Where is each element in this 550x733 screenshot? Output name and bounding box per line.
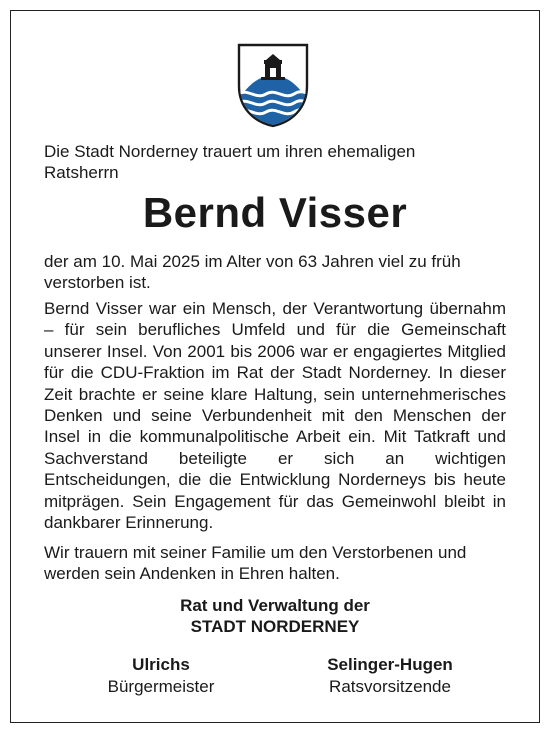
signature-mayor [36, 654, 286, 698]
signature-name: Ulrichs [132, 655, 190, 674]
council-line-1: Rat und Verwaltung der [180, 596, 370, 615]
mourning-paragraph: Wir trauern mit seiner Familie um den Verstorbenen und werden sein Andenken in Ehren halten. [44, 543, 467, 584]
intro-line-2: Ratsherrn [44, 163, 119, 182]
intro-line-1: Die Stadt Norderney trauert um ihren ehemaligen [44, 142, 416, 161]
coat-of-arms-icon [236, 42, 310, 128]
death-note: der am 10. Mai 2025 im Alter von 63 Jahren viel zu früh verstorben ist. [44, 252, 461, 293]
intro-text [44, 141, 506, 183]
council-line-2: STADT NORDERNEY [190, 617, 360, 636]
signature-council-chair [265, 654, 515, 698]
signature-role: Ratsvorsitzende [329, 677, 451, 696]
deceased-name: Bernd Visser [142, 189, 408, 236]
signature-name: Selinger-Hugen [327, 655, 453, 674]
signature-role: Bürgermeister [107, 677, 215, 696]
tribute-paragraph: Bernd Visser war ein Mensch, der Verantwortung übernahm – für sein berufliches Umfeld und für die Gemeinschaft unserer Insel. Von 2001 bis 2006 war er engagiertes Mitglied für die CDU-Fraktion im Rat der Stadt Norderney. In dieser Zeit brachte er seine klare Haltung, sein unternehmerisches Denken und seine Verbundenheit mit den Menschen der Insel in die kommunalpolitische Arbeit ein. Mit Tatkraft und Sachverstand beteiligte er sich an wichtigen Entscheidungen, die die Entwicklung Norderneys bis heute mitprägen. Sein Engagement für das Gemeinwohl bleibt in dankbarer Erinnerung. [44, 299, 506, 533]
